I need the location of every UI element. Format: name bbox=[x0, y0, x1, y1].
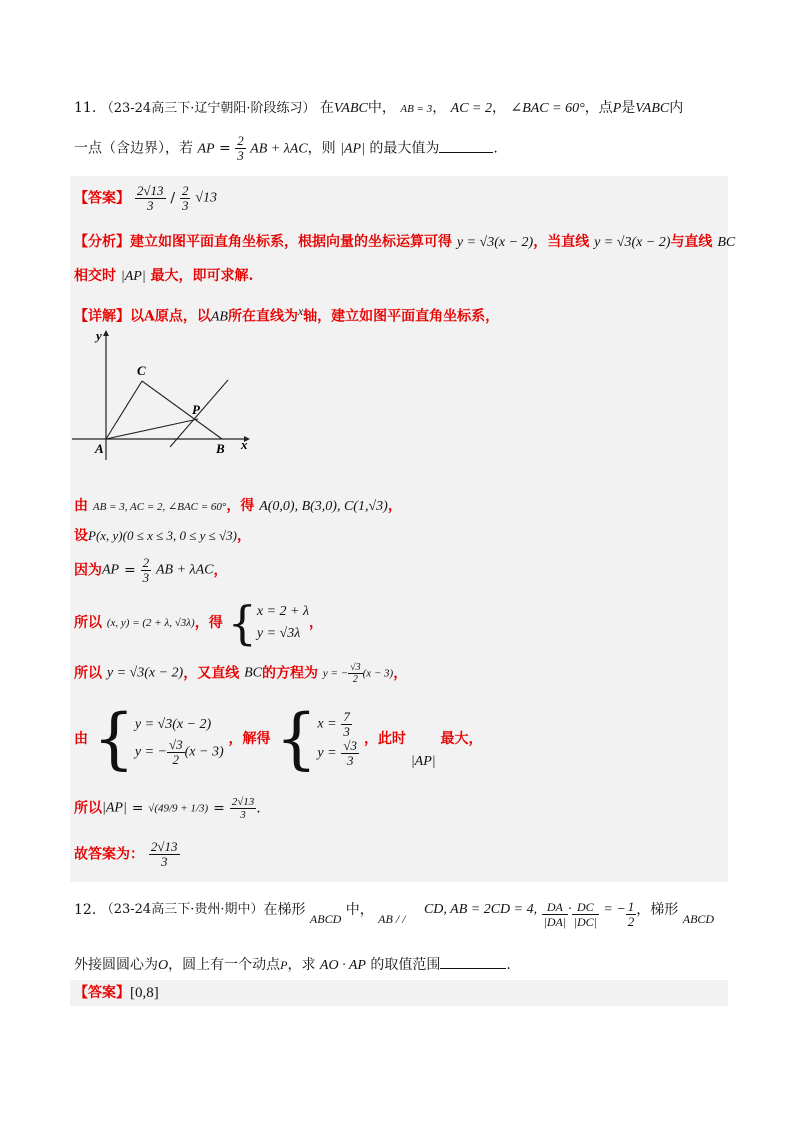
vector-ap: AP bbox=[197, 141, 215, 157]
question-number: 12. bbox=[74, 902, 97, 918]
segment-ap bbox=[106, 419, 198, 439]
text: . bbox=[256, 800, 261, 817]
system bbox=[317, 710, 359, 768]
system-row: x = 2 + λ bbox=[256, 604, 310, 619]
numerator: 1 bbox=[627, 899, 635, 914]
question-source: （23-24高三下·辽宁朝阳·阶段练习） bbox=[100, 101, 316, 116]
text: ，得 bbox=[194, 615, 223, 631]
text: ，解得 bbox=[228, 731, 271, 747]
denominator: 3 bbox=[160, 854, 168, 869]
system bbox=[257, 601, 309, 645]
math-p-range: P(x, y)(0 ≤ x ≤ 3, 0 ≤ y ≤ √3) bbox=[88, 528, 238, 543]
fraction bbox=[230, 796, 257, 821]
system-row: y = √3λ bbox=[256, 626, 301, 641]
detail-so-system bbox=[74, 596, 324, 650]
math-bc: BC bbox=[717, 235, 736, 250]
denominator: 3 bbox=[181, 198, 189, 213]
text: ， bbox=[309, 615, 324, 631]
system-row: y = √3(x − 2) bbox=[134, 716, 212, 732]
denominator: 3 bbox=[142, 570, 150, 585]
left-brace: { bbox=[227, 596, 257, 650]
label-y: y bbox=[96, 328, 102, 343]
text: 轴，建立如图平面直角坐标系， bbox=[303, 308, 500, 325]
text: 建立如图平面直角坐标系，根据向量的坐标运算可得 bbox=[130, 234, 452, 250]
fraction bbox=[167, 738, 185, 767]
text: 最大， bbox=[440, 731, 483, 747]
denominator: 2 bbox=[352, 674, 358, 685]
math-eq: y = √3(x − 2) bbox=[456, 235, 534, 250]
text: · bbox=[568, 902, 572, 917]
text: ，得 bbox=[226, 498, 255, 514]
text: 最大，即可求解. bbox=[150, 268, 254, 284]
analysis-label: 【分析】 bbox=[74, 234, 130, 250]
analysis-line2 bbox=[74, 266, 253, 287]
math-eq: y = √3(x − 2) bbox=[106, 665, 184, 681]
text: 一点（含边界），若 bbox=[74, 140, 193, 157]
text: ， bbox=[387, 498, 402, 514]
q12-line2 bbox=[74, 954, 511, 976]
y-axis-arrow bbox=[103, 330, 109, 336]
q12-line1 bbox=[74, 900, 714, 940]
text: 的取值范围 bbox=[370, 957, 441, 973]
text: 的方程为 bbox=[261, 665, 318, 682]
text: y = bbox=[317, 745, 337, 761]
answer-panel-12 bbox=[70, 980, 728, 1006]
question-source: （23-24高三下·贵州·期中） bbox=[100, 902, 264, 917]
numerator: DC bbox=[572, 900, 599, 915]
detail-solve bbox=[74, 700, 483, 782]
system bbox=[135, 712, 224, 767]
system-row bbox=[135, 738, 224, 767]
abs-ap: |AP| bbox=[410, 754, 436, 769]
text: ，圆上有一个动点 bbox=[168, 957, 281, 973]
answer-value: [0,8] bbox=[130, 985, 159, 1001]
final-label: 故答案为： bbox=[74, 846, 144, 863]
math-dot-product: AO · AP bbox=[319, 958, 366, 973]
math-ac: AC = 2 bbox=[450, 101, 493, 116]
fraction-half bbox=[626, 900, 637, 929]
text: ， bbox=[432, 100, 447, 116]
text: 是 bbox=[621, 100, 636, 116]
vector-ap: AP bbox=[102, 562, 120, 578]
detail-result bbox=[74, 796, 261, 832]
system-row bbox=[317, 739, 359, 768]
text: 在梯形 bbox=[263, 902, 306, 918]
math-p: P bbox=[612, 101, 622, 116]
answer-blank bbox=[440, 954, 506, 969]
text: ，当直线 bbox=[533, 234, 590, 250]
denominator: |DA| bbox=[543, 915, 567, 929]
system-row bbox=[317, 710, 359, 739]
text: (x − 3) bbox=[362, 667, 394, 680]
text: 外接圆圆心为 bbox=[74, 957, 158, 973]
fraction-da bbox=[542, 900, 569, 929]
text: 内 bbox=[669, 100, 684, 116]
text: 设 bbox=[74, 528, 88, 544]
text: . bbox=[493, 140, 498, 157]
fraction bbox=[348, 662, 363, 685]
vector-expression: AB + λAC bbox=[250, 141, 308, 157]
text: ， bbox=[393, 665, 408, 682]
text: 由 bbox=[74, 731, 88, 747]
numerator: 2 bbox=[142, 555, 150, 570]
math-ab: AB bbox=[210, 309, 228, 325]
text: = bbox=[219, 140, 231, 157]
numerator: √3 bbox=[343, 738, 358, 753]
text: x = bbox=[317, 716, 337, 732]
answer-fraction bbox=[135, 184, 166, 213]
coordinate-figure bbox=[70, 322, 260, 462]
text: y = − bbox=[134, 744, 167, 759]
numerator: 2√13 bbox=[136, 183, 164, 198]
math-bc: BC bbox=[244, 665, 262, 681]
math-abcd: ABCD bbox=[309, 912, 342, 926]
math-o: O bbox=[158, 958, 169, 973]
denominator: 2 bbox=[627, 914, 635, 929]
final-answer bbox=[74, 840, 180, 876]
text: 中， bbox=[345, 902, 374, 918]
q11-line2 bbox=[74, 134, 498, 163]
answer-label: 【答案】 bbox=[74, 985, 130, 1001]
analysis-line1 bbox=[74, 232, 735, 253]
math-points: A(0,0), B(3,0), C(1,√3) bbox=[259, 499, 388, 514]
text: 在 bbox=[319, 100, 334, 116]
question-number: 11. bbox=[74, 100, 97, 116]
numerator: 2√13 bbox=[231, 796, 255, 808]
answer-label: 【答案】 bbox=[74, 190, 130, 207]
fraction bbox=[341, 739, 359, 768]
text: ， bbox=[237, 528, 252, 544]
text: / bbox=[170, 190, 176, 207]
segment-ac bbox=[106, 381, 142, 439]
label-c: C bbox=[137, 363, 146, 378]
text: = bbox=[123, 562, 136, 579]
text: ，此时 bbox=[363, 731, 406, 747]
abs-ap: |AP| bbox=[340, 141, 365, 157]
abs-ap: |AP| bbox=[102, 800, 127, 816]
text: 所以 bbox=[74, 665, 102, 682]
text: 所在直线为 bbox=[227, 308, 298, 325]
math-p: P bbox=[280, 958, 288, 972]
text: √13 bbox=[195, 190, 218, 206]
text: ， bbox=[492, 100, 507, 116]
left-brace: { bbox=[275, 700, 318, 777]
label-a: A bbox=[95, 441, 104, 456]
text: 相交时 bbox=[74, 268, 116, 284]
text: = − bbox=[603, 902, 626, 917]
q11-line1 bbox=[74, 98, 683, 119]
fraction bbox=[149, 840, 180, 869]
answer-blank bbox=[439, 138, 493, 153]
math-condition: CD, AB = 2CD = 4, bbox=[423, 902, 538, 917]
numerator: √3 bbox=[350, 662, 361, 673]
text: ， bbox=[213, 562, 228, 579]
vector-expression: AB + λAC bbox=[155, 562, 214, 578]
numerator: 2 bbox=[181, 183, 189, 198]
text: 以A原点，以 bbox=[130, 308, 211, 325]
fraction-dc bbox=[572, 900, 599, 929]
text: ，又直线 bbox=[183, 665, 240, 682]
math-angle: ∠BAC = 60° bbox=[510, 101, 585, 116]
numerator: √3 bbox=[168, 736, 183, 752]
left-brace: { bbox=[92, 700, 135, 777]
numerator: 2√13 bbox=[150, 839, 178, 854]
math-abcd: ABCD bbox=[682, 912, 715, 926]
text: . bbox=[506, 957, 511, 973]
numerator: DA bbox=[542, 900, 569, 915]
text: 的最大值为 bbox=[369, 140, 440, 157]
answer12-row bbox=[74, 983, 159, 1003]
fraction-two-thirds bbox=[141, 556, 152, 585]
detail-given bbox=[74, 496, 402, 517]
math-eq: y = √3(x − 2) bbox=[594, 235, 671, 250]
text: ，点 bbox=[584, 100, 613, 116]
text: = bbox=[213, 800, 225, 817]
math-root: √(49/9 + 1/3) bbox=[148, 802, 209, 815]
denominator: |DC| bbox=[573, 915, 597, 929]
detail-label: 【详解】 bbox=[74, 308, 130, 325]
denominator: 3 bbox=[146, 198, 154, 213]
label-x: x bbox=[241, 437, 248, 452]
text: 与直线 bbox=[670, 234, 713, 250]
fraction bbox=[341, 710, 352, 739]
math-ab: AB = 3 bbox=[400, 103, 433, 115]
fraction-two-thirds bbox=[235, 134, 246, 163]
text: 由 bbox=[74, 498, 88, 514]
denominator: 3 bbox=[343, 724, 350, 739]
detail-set-p bbox=[74, 526, 251, 546]
text: (x − 3) bbox=[184, 744, 224, 759]
math-triangle: VABC bbox=[333, 101, 368, 116]
denominator: 3 bbox=[240, 809, 246, 821]
numerator: 7 bbox=[343, 709, 350, 724]
text: 因为 bbox=[74, 562, 102, 579]
abs-ap: |AP| bbox=[120, 269, 146, 284]
answer-alt-fraction bbox=[180, 184, 191, 213]
text: 中， bbox=[367, 100, 396, 116]
detail-because bbox=[74, 556, 227, 592]
math-triangle: VABC bbox=[635, 101, 670, 116]
text: = bbox=[131, 800, 144, 817]
answer-row bbox=[74, 184, 217, 218]
text: 所以 bbox=[74, 615, 102, 631]
numerator: 2 bbox=[237, 133, 244, 148]
math-coords: (x, y) = (2 + λ, √3λ) bbox=[106, 617, 195, 629]
text: y = − bbox=[322, 667, 349, 680]
label-b: B bbox=[216, 441, 225, 456]
denominator: 3 bbox=[237, 148, 244, 163]
math-parallel: AB / / bbox=[378, 912, 406, 926]
math-x: x bbox=[297, 305, 304, 318]
label-p: P bbox=[192, 402, 200, 417]
detail-bc-line bbox=[74, 662, 407, 698]
text: ，则 bbox=[307, 140, 336, 157]
denominator: 3 bbox=[346, 753, 354, 768]
text: ，求 bbox=[287, 957, 316, 973]
denominator: 2 bbox=[172, 751, 180, 767]
math-given: AB = 3, AC = 2, ∠BAC = 60° bbox=[92, 501, 227, 513]
text: 所以 bbox=[74, 800, 102, 817]
segment-cb bbox=[142, 381, 222, 439]
text: ，梯形 bbox=[636, 902, 679, 918]
